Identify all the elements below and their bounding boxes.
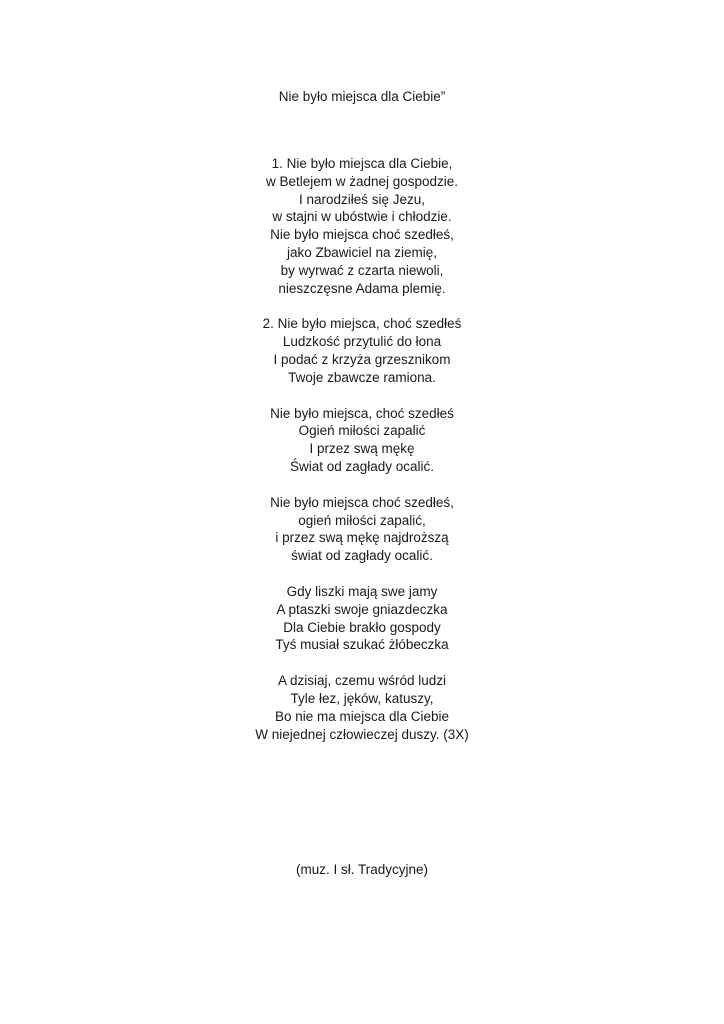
lyric-line: I przez swą mękę [309, 441, 415, 457]
lyric-line: Bo nie ma miejsca dla Ciebie [274, 708, 450, 724]
lyric-line: Dla Ciebie brakło gospody [283, 619, 441, 635]
lyric-line: A dzisiaj, czemu wśród ludzi [277, 673, 447, 689]
lyric-line: A ptaszki swoje gniazdeczka [276, 601, 448, 617]
lyric-line: W niejednej człowieczej duszy. (3X) [255, 726, 469, 742]
lyric-line: ogień miłości zapalić, [298, 512, 426, 528]
lyric-line: Tyle łez, jęków, katuszy, [290, 690, 434, 706]
lyric-line: Świat od zagłady ocalić. [289, 458, 435, 474]
lyric-line: w stajni w ubóstwie i chłodzie. [272, 209, 452, 225]
lyric-line: Tyś musiał szukać żłóbeczka [275, 637, 449, 653]
lyric-line: Ludzkość przytulić do łona [282, 334, 442, 350]
lyric-line: Nie było miejsca choć szedłeś, [270, 494, 454, 510]
lyric-line: Gdy liszki mają swe jamy [286, 583, 438, 599]
stanza-2 [0, 315, 724, 386]
lyric-line: w Betlejem w żadnej gospodzie. [265, 173, 459, 189]
lyric-line: jako Zbawiciel na ziemię, [286, 244, 438, 260]
stanza-6 [0, 672, 724, 743]
stanza-5 [0, 583, 724, 654]
lyrics [0, 155, 724, 761]
lyric-line: Nie było miejsca, choć szedłeś [270, 405, 454, 421]
lyric-line: świat od zagłady ocalić. [291, 548, 433, 564]
stanza-1 [0, 155, 724, 297]
lyric-line: Twoje zbawcze ramiona. [288, 369, 436, 385]
lyric-line: Nie było miejsca choć szedłeś, [270, 227, 454, 243]
lyric-line: I podać z krzyża grzesznikom [273, 351, 451, 367]
lyric-line: nieszczęsne Adama plemię. [278, 280, 446, 296]
credits-footer: (muz. I sł. Tradycyjne) [295, 862, 429, 877]
lyric-line: 1. Nie było miejsca dla Ciebie, [271, 156, 453, 171]
stanza-4 [0, 494, 724, 565]
lyric-line: by wyrwać z czarta niewoli, [280, 262, 444, 278]
stanza-3 [0, 405, 724, 476]
song-title: Nie było miejsca dla Ciebie” [278, 89, 446, 104]
lyric-line: i przez swą mękę najdroższą [275, 530, 449, 546]
lyric-line: 2. Nie było miejsca, choć szedłeś [262, 316, 462, 332]
lyric-line: I narodziłeś się Jezu, [298, 191, 426, 207]
lyric-line: Ogień miłości zapalić [298, 423, 426, 439]
